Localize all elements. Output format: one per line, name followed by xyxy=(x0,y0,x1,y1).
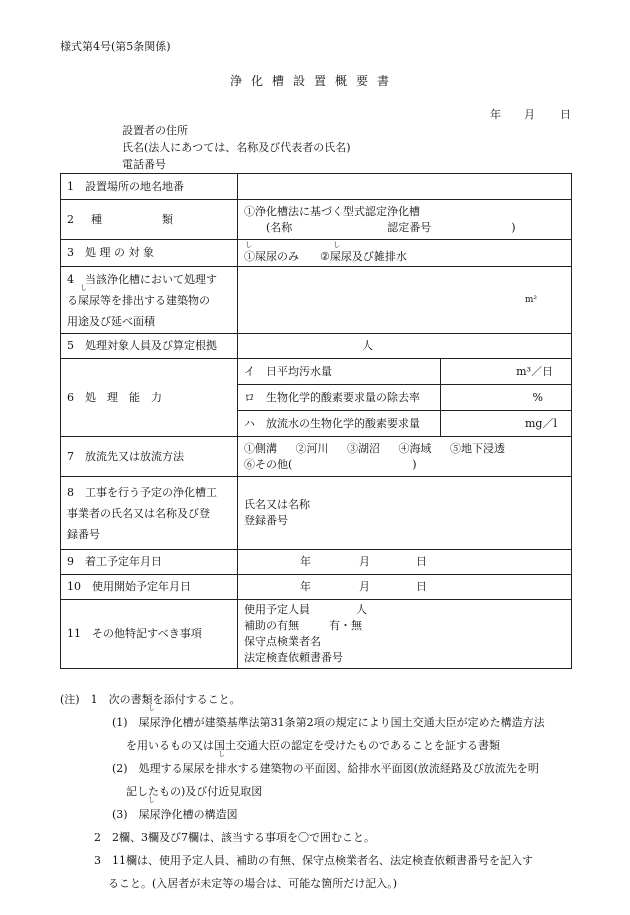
target-options[interactable]: し ①屎尿のみ し ②屎尿及び雑排水 xyxy=(238,240,572,267)
contractor-label: 8 工事を行う予定の浄化槽工 事業者の氏名又は名称及び登 録番号 xyxy=(61,477,238,550)
date-day: 日 xyxy=(560,108,571,121)
row-discharge xyxy=(61,437,572,477)
remarks-label: 11 その他特記すべき事項 xyxy=(61,600,238,669)
note-3: し (3) 屎尿浄化槽の構造図 xyxy=(112,796,238,821)
applicant-name: 氏名(法人にあつては、名称及び代表者の氏名) xyxy=(122,141,351,154)
applicant-address: 設置者の住所 xyxy=(122,124,188,137)
building-area-value[interactable] xyxy=(238,267,572,334)
capacity-item-name: イ 日平均汚水量 xyxy=(238,359,441,385)
note-2: し (2) 処理する屎尿を排水する建築物の平面図、給排水平面図(放流経路及び放流先を明 xyxy=(112,750,539,775)
area-unit: m² xyxy=(524,295,537,305)
location-label: 1 設置場所の地名地番 xyxy=(61,174,238,200)
row-contractor xyxy=(61,477,572,550)
note-5: 3 11欄は、使用予定人員、補助の有無、保守点検業者名、法定検査依頼書番号を記入す xyxy=(94,854,533,867)
row-capacity xyxy=(61,359,572,437)
use-date-value[interactable]: 年 月 日 xyxy=(238,575,572,600)
subsidy-options[interactable]: 有・無 xyxy=(329,619,362,632)
subsidy-label: 補助の有無 xyxy=(244,619,299,632)
users-label: 使用予定人員 xyxy=(244,603,310,616)
note-4: 2 2欄、3欄及び7欄は、該当する事項を〇で囲むこと。 xyxy=(94,831,375,844)
row-building xyxy=(61,267,572,334)
contractor-value[interactable] xyxy=(238,477,572,550)
capacity-item xyxy=(238,411,571,437)
discharge-option[interactable]: ①側溝 xyxy=(244,441,277,455)
date-month: 月 xyxy=(524,108,535,121)
row-type xyxy=(61,200,572,240)
capacity-item xyxy=(238,359,571,385)
inspector-label: 保守点検業者名 xyxy=(244,635,321,648)
note-2-cont: 記したもの)及び付近見取図 xyxy=(126,785,263,798)
row-start-date xyxy=(61,550,572,575)
type-label: 2 種 類 xyxy=(61,200,238,240)
contractor-reg: 登録番号 xyxy=(244,514,288,527)
capacity-item-value[interactable]: mg／l xyxy=(525,416,557,430)
capacity-values xyxy=(238,359,572,437)
persons-label: 5 処理対象人員及び算定根拠 xyxy=(61,334,238,359)
row-target xyxy=(61,240,572,267)
capacity-label: 6 処 理 能 力 xyxy=(61,359,238,437)
capacity-item-value[interactable]: % xyxy=(441,385,572,411)
persons-unit: 人 xyxy=(362,339,373,352)
location-value[interactable] xyxy=(238,174,572,200)
target-label: 3 処 理 の 対 象 xyxy=(61,240,238,267)
row-remarks xyxy=(61,600,572,669)
date-year: 年 xyxy=(490,108,501,121)
discharge-option-other[interactable]: ⑥その他( xyxy=(244,457,293,471)
type-line1: ①浄化槽法に基づく型式認定浄化槽 xyxy=(244,204,420,218)
type-value[interactable] xyxy=(238,200,572,240)
row-persons xyxy=(61,334,572,359)
remarks-value[interactable]: 使用予定人員 人 補助の有無 有・無 保守点検業者名 法定検査依頼書番号 xyxy=(238,600,572,669)
target-option-2[interactable]: ②屎尿及び雑排水 xyxy=(320,249,407,263)
note-5-cont: ること。(入居者が未定等の場合は、可能な箇所だけ記入。) xyxy=(108,877,398,890)
start-date-label: 9 着工予定年月日 xyxy=(61,550,238,575)
discharge-option[interactable]: ③湖沼 xyxy=(347,441,380,455)
page-title: 浄化槽設置概要書 xyxy=(230,74,399,88)
discharge-option[interactable]: ④海域 xyxy=(398,441,432,455)
discharge-options[interactable]: ①側溝 ②河川 ③湖沼 ④海域 ⑤地下浸透 ⑥その他( ) xyxy=(238,437,572,477)
note-1: し (1) 屎尿浄化槽が建築基準法第31条第2項の規定により国土交通大臣が定めた構造方法 xyxy=(112,704,545,729)
discharge-label: 7 放流先又は放流方法 xyxy=(61,437,238,477)
row-location xyxy=(61,174,572,200)
note-head: (注) 1 次の書類を添付すること。 xyxy=(60,693,241,706)
type-line2: (名称 認定番号 ) xyxy=(266,220,516,234)
contractor-name: 氏名又は名称 xyxy=(244,498,310,511)
form-number: 様式第4号(第5条関係) xyxy=(60,40,171,53)
discharge-option[interactable]: ②河川 xyxy=(295,441,329,455)
persons-value[interactable] xyxy=(238,334,572,359)
capacity-item-name: ハ 放流水の生物化学的酸素要求量 xyxy=(238,411,441,437)
use-date-label: 10 使用開始予定年月日 xyxy=(61,575,238,600)
application-table xyxy=(60,173,572,669)
start-date-value[interactable]: 年 月 日 xyxy=(238,550,572,575)
note-1-cont: を用いるもの又は国土交通大臣の認定を受けたものであることを証する書類 xyxy=(126,739,500,752)
notes xyxy=(60,688,580,895)
row-use-date xyxy=(61,575,572,600)
request-label: 法定検査依頼書番号 xyxy=(244,651,343,664)
discharge-option[interactable]: ⑤地下浸透 xyxy=(450,441,505,455)
applicant-phone: 電話番号 xyxy=(122,158,166,171)
capacity-item-name: ロ 生物化学的酸素要求量の除去率 xyxy=(238,385,441,411)
capacity-item-value[interactable]: m³／日 xyxy=(441,359,572,385)
capacity-item xyxy=(238,385,571,411)
target-option-1[interactable]: ①屎尿のみ xyxy=(244,249,299,263)
building-label: 4 当該浄化槽において処理す し る屎尿等を排出する建築物の 用途及び延べ面積 xyxy=(61,267,238,334)
